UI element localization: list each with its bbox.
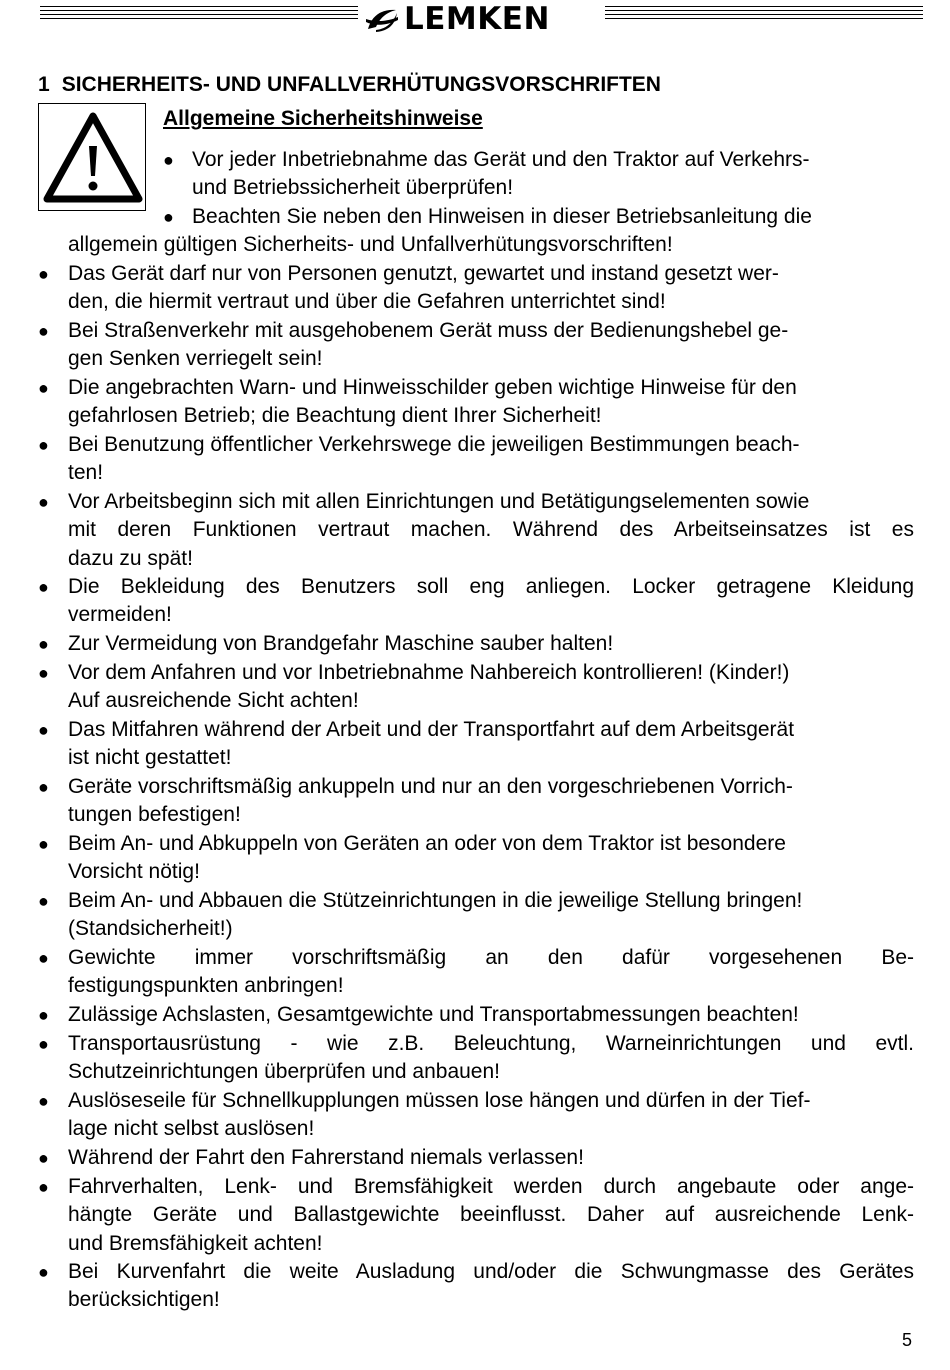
list-item-line: berücksichtigen!: [68, 1288, 220, 1312]
section-title: SICHERHEITS- UND UNFALLVERHÜTUNGSVORSCHRIFTEN: [61, 73, 661, 96]
list-item-line: (Standsicherheit!): [68, 917, 233, 941]
list-item: [68, 1173, 914, 1258]
list-item: [68, 944, 914, 1001]
list-bullet: ●: [38, 948, 49, 968]
list-item-line: und Betriebssicherheit überprüfen!: [192, 176, 514, 200]
list-item-line: und Bremsfähigkeit achten!: [68, 1231, 323, 1255]
list-item-line: Gewichte immer vorschriftsmäßig an den dafür vorgesehenen Be-: [68, 946, 914, 969]
warning-triangle-icon: [39, 104, 147, 212]
list-item: [68, 659, 914, 716]
list-item-line: gen Senken verriegelt sein!: [68, 347, 323, 371]
list-item-line: gefahrlosen Betrieb; die Beachtung dient Ihrer Sicherheit!: [68, 404, 602, 428]
list-item-line: Geräte vorschriftsmäßig ankuppeln und nur an den vorgeschriebenen Vorrich-: [68, 775, 793, 798]
list-bullet: ●: [163, 150, 174, 170]
list-bullet: ●: [38, 891, 49, 911]
list-bullet: ●: [38, 321, 49, 341]
list-item-line: Die angebrachten Warn- und Hinweisschilder geben wichtige Hinweise für den: [68, 376, 797, 399]
list-item-line: Zur Vermeidung von Brandgefahr Maschine sauber halten!: [68, 632, 614, 655]
list-item: [68, 1030, 914, 1087]
list-item-line: Auf ausreichende Sicht achten!: [68, 689, 359, 713]
list-item-line: Vor Arbeitsbeginn sich mit allen Einrichtungen und Betätigungselementen sowie: [68, 490, 810, 513]
list-bullet: ●: [38, 1177, 49, 1197]
list-item: [68, 1087, 914, 1144]
list-item-line: Beim An- und Abkuppeln von Geräten an oder von dem Traktor ist besondere: [68, 832, 786, 855]
brand-name: LEMKEN: [404, 1, 550, 37]
list-item: [68, 573, 914, 630]
list-item-line: dazu zu spät!: [68, 546, 193, 570]
list-item-line: hängte Geräte und Ballastgewichte beeinflusst. Daher auf ausreichende Lenk-: [68, 1203, 914, 1227]
list-bullet: ●: [38, 777, 49, 797]
list-item-line: lage nicht selbst auslösen!: [68, 1117, 315, 1141]
list-item-line: Vor dem Anfahren und vor Inbetriebnahme Nahbereich kontrollieren! (Kinder!): [68, 661, 790, 684]
list-item-line: Beim An- und Abbauen die Stützeinrichtungen in die jeweilige Stellung bringen!: [68, 889, 803, 912]
list-item-line: ist nicht gestattet!: [68, 746, 232, 770]
list-bullet: ●: [38, 1005, 49, 1025]
list-item-line: Fahrverhalten, Lenk- und Bremsfähigkeit werden durch angebaute oder ange-: [68, 1175, 914, 1198]
list-bullet: ●: [38, 720, 49, 740]
list-item-line: Vorsicht nötig!: [68, 860, 200, 884]
list-item: [68, 830, 914, 887]
list-item-line: Beachten Sie neben den Hinweisen in dieser Betriebsanleitung die: [192, 205, 812, 228]
list-bullet: ●: [38, 264, 49, 284]
list-item: [68, 1001, 914, 1029]
list-bullet: ●: [38, 1262, 49, 1282]
header-rule-left: [40, 6, 358, 24]
list-item-line: Das Mitfahren während der Arbeit und der Transportfahrt auf dem Arbeitsgerät: [68, 718, 795, 741]
list-bullet: ●: [38, 634, 49, 654]
list-bullet: ●: [38, 834, 49, 854]
section-heading: [38, 73, 661, 97]
list-item-line: ten!: [68, 461, 104, 485]
list-item-line: festigungspunkten anbringen!: [68, 974, 344, 998]
list-bullet: ●: [38, 663, 49, 683]
list-bullet: ●: [38, 1091, 49, 1111]
list-item: [68, 887, 914, 944]
list-item: [68, 260, 914, 317]
subsection-heading: Allgemeine Sicherheitshinweise: [163, 107, 483, 130]
list-item: [68, 1144, 914, 1172]
header-rule-right: [605, 6, 923, 24]
list-item: [68, 431, 914, 488]
list-item: [68, 374, 914, 431]
list-item-continuation: [68, 231, 914, 259]
list-bullet: ●: [38, 435, 49, 455]
list-item-line: allgemein gültigen Sicherheits- und Unfallverhütungsvorschriften!: [68, 233, 673, 256]
list-bullet: ●: [38, 1148, 49, 1168]
list-item-line: Das Gerät darf nur von Personen genutzt, gewartet und instand gesetzt wer-: [68, 262, 779, 285]
list-item-line: Schutzeinrichtungen überprüfen und anbauen!: [68, 1060, 500, 1084]
list-item: [68, 716, 914, 773]
list-item-line: tungen befestigen!: [68, 803, 241, 827]
lemken-emblem-icon: [362, 5, 402, 33]
list-item-line: Transportausrüstung - wie z.B. Beleuchtung, Warneinrichtungen und evtl.: [68, 1032, 914, 1055]
list-bullet: ●: [38, 577, 49, 597]
list-item: [192, 146, 898, 203]
list-item: [68, 488, 914, 573]
warning-symbol-box: [38, 103, 146, 211]
list-item-line: Während der Fahrt den Fahrerstand niemals verlassen!: [68, 1146, 584, 1169]
list-item: [68, 773, 914, 830]
list-bullet: ●: [163, 207, 174, 227]
section-number: 1: [38, 73, 50, 96]
list-item-line: Zulässige Achslasten, Gesamtgewichte und Transportabmessungen beachten!: [68, 1003, 799, 1026]
list-item: [192, 203, 898, 231]
list-bullet: ●: [38, 378, 49, 398]
list-bullet: ●: [38, 492, 49, 512]
list-item-line: mit deren Funktionen vertraut machen. Während des Arbeitseinsatzes ist es: [68, 518, 914, 542]
list-item-line: Vor jeder Inbetriebnahme das Gerät und den Traktor auf Verkehrs-: [192, 148, 810, 171]
page-header: [0, 0, 950, 40]
list-item-line: vermeiden!: [68, 603, 172, 627]
list-item-line: Bei Benutzung öffentlicher Verkehrswege die jeweiligen Bestimmungen beach-: [68, 433, 800, 456]
brand-logo: [362, 1, 550, 37]
list-item-line: Bei Kurvenfahrt die weite Ausladung und/oder die Schwungmasse des Gerätes: [68, 1260, 914, 1283]
list-item: [68, 630, 914, 658]
list-item-line: Bei Straßenverkehr mit ausgehobenem Gerät muss der Bedienungshebel ge-: [68, 319, 789, 342]
page-number: 5: [902, 1330, 913, 1350]
list-item-line: Auslöseseile für Schnellkupplungen müssen lose hängen und dürfen in der Tief-: [68, 1089, 811, 1112]
list-item: [68, 1258, 914, 1315]
list-item-line: den, die hiermit vertraut und über die Gefahren unterrichtet sind!: [68, 290, 666, 314]
list-bullet: ●: [38, 1034, 49, 1054]
list-item: [68, 317, 914, 374]
list-item-line: Die Bekleidung des Benutzers soll eng anliegen. Locker getragene Kleidung: [68, 575, 914, 598]
